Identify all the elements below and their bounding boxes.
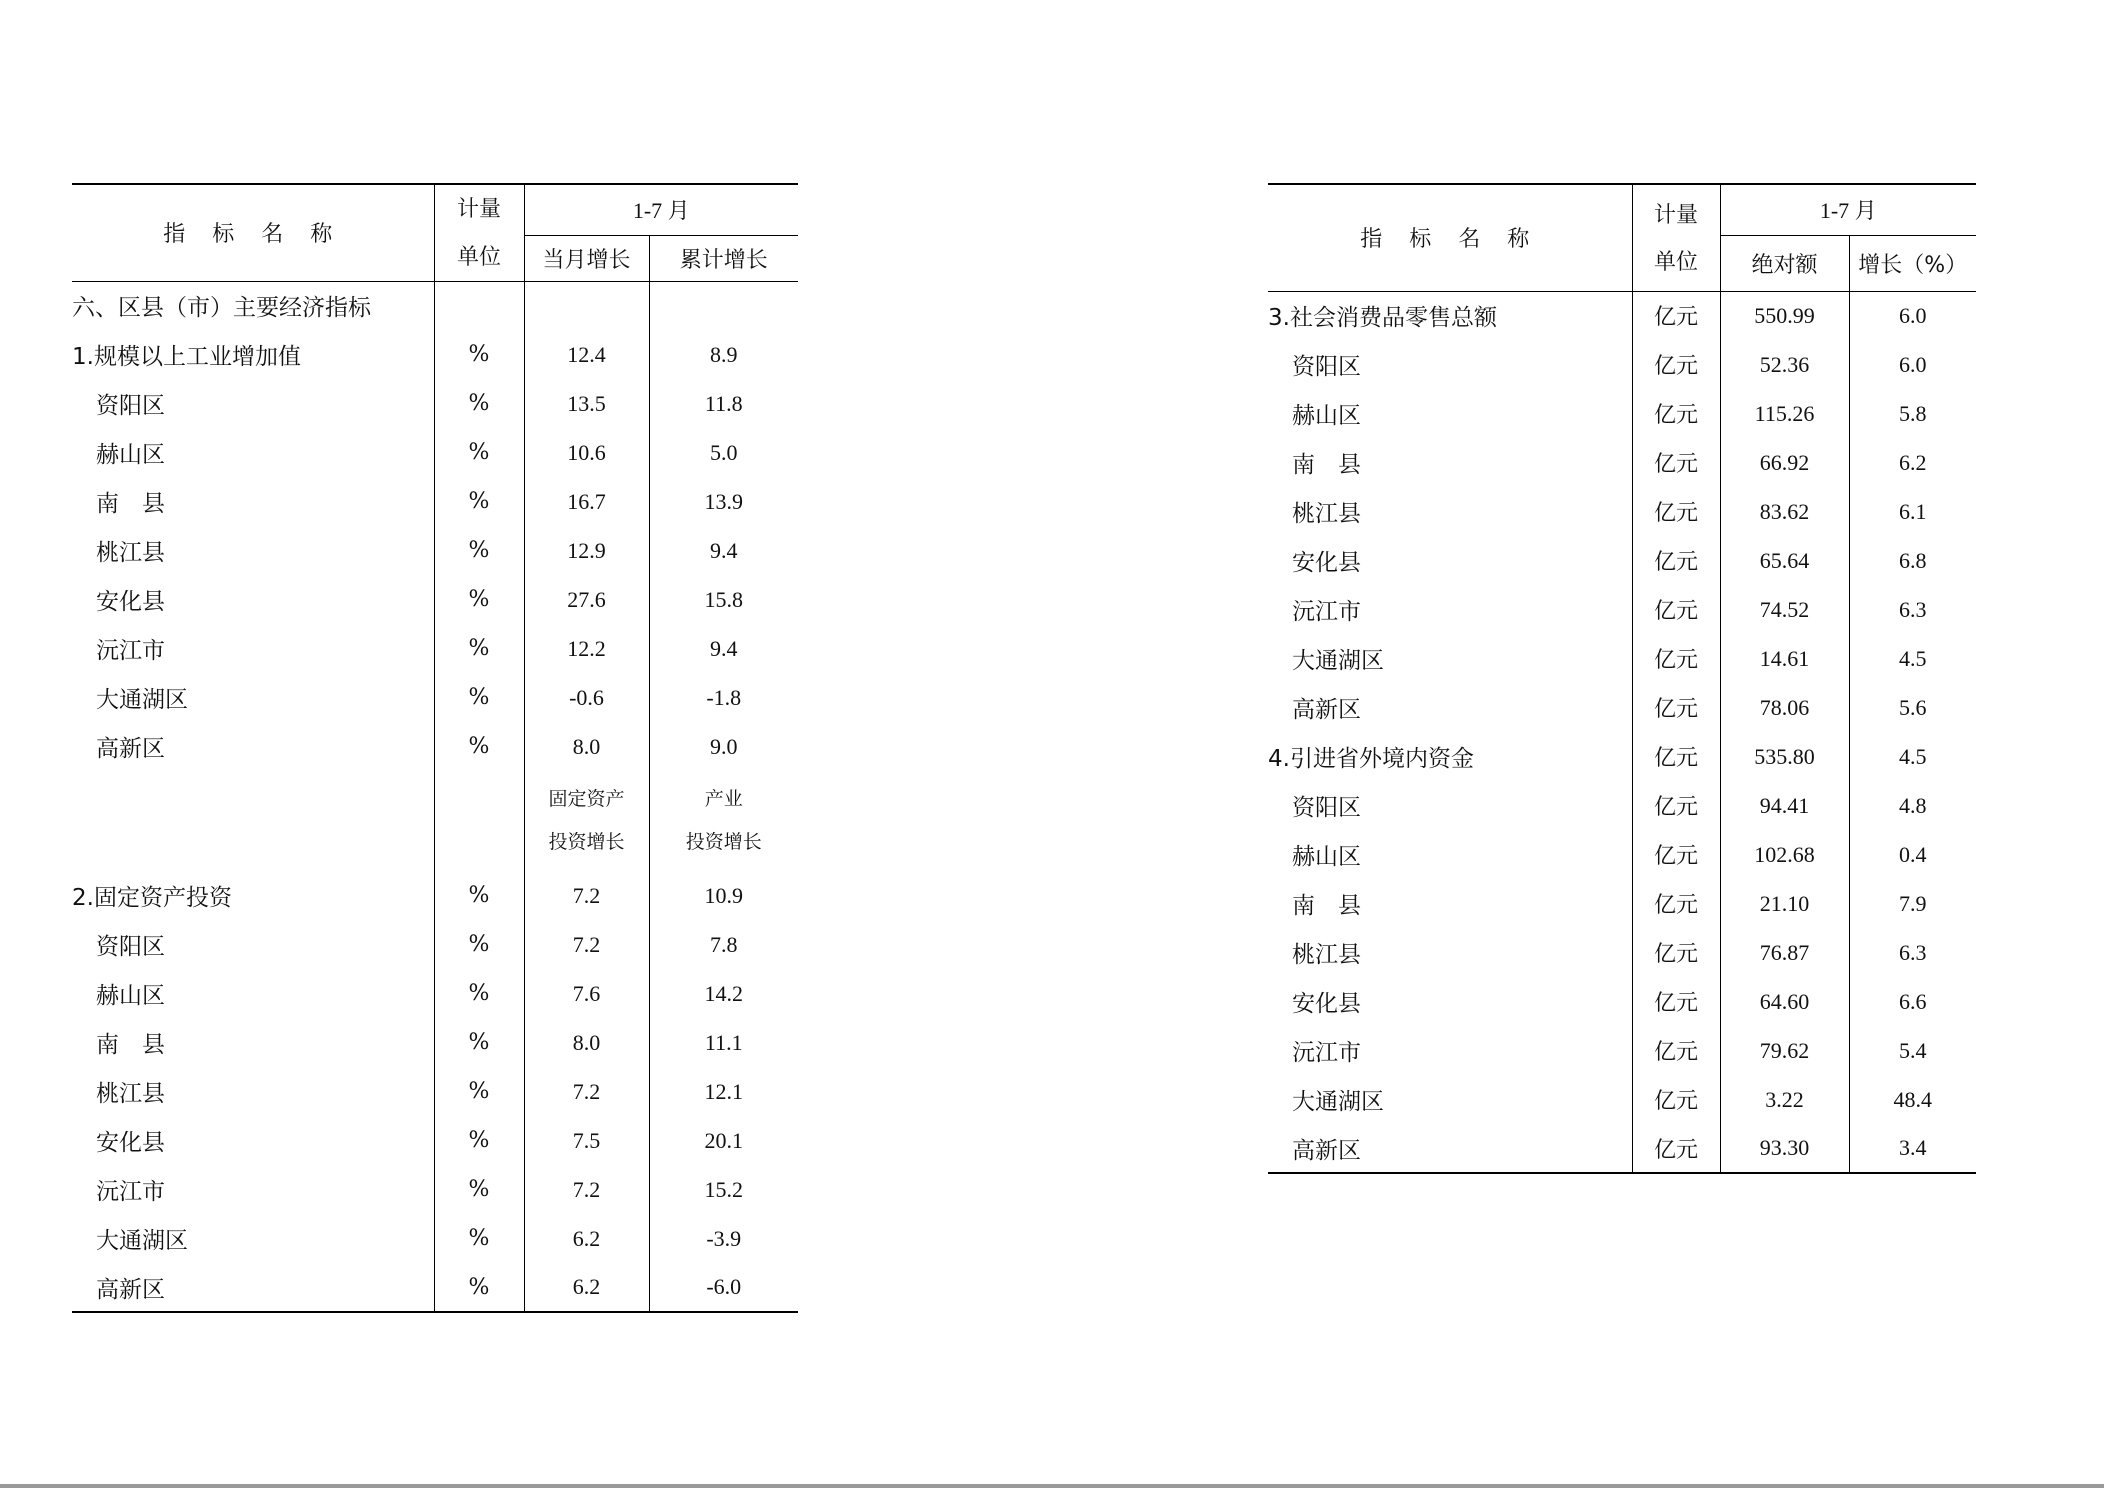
mid-header-line: 投资增长 <box>685 831 762 853</box>
mid-header-row <box>72 771 798 871</box>
unit-cell: 亿元 <box>1632 977 1720 1026</box>
value-cell: 7.9 <box>1849 879 1976 928</box>
unit-cell: 亿元 <box>1632 536 1720 585</box>
table-row <box>1268 634 1976 683</box>
table-row <box>1268 1124 1976 1173</box>
unit-cell: % <box>434 575 524 624</box>
district-name: 南 县 <box>96 1032 165 1058</box>
value-cell: 66.92 <box>1720 438 1849 487</box>
value-cell: 93.30 <box>1720 1124 1849 1173</box>
table-row <box>72 575 798 624</box>
value-cell: 7.8 <box>649 920 798 969</box>
unit-cell: 亿元 <box>1632 928 1720 977</box>
mid-header-fixed-asset-growth <box>524 771 649 871</box>
district-name: 高新区 <box>96 736 165 762</box>
value-cell: 14.2 <box>649 969 798 1018</box>
value-cell: 5.0 <box>649 428 798 477</box>
value-cell: 13.5 <box>524 379 649 428</box>
group-total-row <box>1268 732 1976 781</box>
unit-cell: % <box>434 428 524 477</box>
district-name: 南 县 <box>96 491 165 517</box>
table-row <box>72 1067 798 1116</box>
group-total-row <box>1268 291 1976 340</box>
page-bottom-edge <box>0 1484 2104 1488</box>
unit-cell: % <box>434 1263 524 1312</box>
district-name: 安化县 <box>1292 550 1361 576</box>
header-monthly-growth: 当月增长 <box>524 235 649 281</box>
table-row <box>72 1018 798 1067</box>
unit-cell: 亿元 <box>1632 340 1720 389</box>
value-cell: 5.8 <box>1849 389 1976 438</box>
group-total-row <box>72 330 798 379</box>
district-name: 资阳区 <box>1292 795 1361 821</box>
header-indicator-name: 指 标 名 称 <box>72 184 434 281</box>
mid-header-line: 固定资产 <box>548 788 625 810</box>
unit-cell: % <box>434 722 524 771</box>
value-cell: 9.4 <box>649 526 798 575</box>
value-cell: 7.2 <box>524 1067 649 1116</box>
value-cell: 52.36 <box>1720 340 1849 389</box>
value-cell: 12.9 <box>524 526 649 575</box>
district-name: 赫山区 <box>1292 403 1361 429</box>
value-cell: 6.8 <box>1849 536 1976 585</box>
value-cell: 9.0 <box>649 722 798 771</box>
value-cell: 12.4 <box>524 330 649 379</box>
unit-cell: % <box>434 673 524 722</box>
value-cell: 115.26 <box>1720 389 1849 438</box>
table-row <box>1268 683 1976 732</box>
table-row <box>72 1263 798 1312</box>
value-cell: 4.5 <box>1849 732 1976 781</box>
district-name: 大通湖区 <box>96 1228 188 1254</box>
value-cell: 3.22 <box>1720 1075 1849 1124</box>
unit-cell: % <box>434 969 524 1018</box>
unit-cell: % <box>434 330 524 379</box>
unit-cell: 亿元 <box>1632 1026 1720 1075</box>
header-unit-line1: 计量 <box>1632 184 1720 235</box>
value-cell: 7.2 <box>524 871 649 920</box>
district-name: 大通湖区 <box>1292 648 1384 674</box>
header-unit-line2: 单位 <box>1632 235 1720 291</box>
table-row <box>72 379 798 428</box>
district-name: 安化县 <box>96 589 165 615</box>
value-cell: 65.64 <box>1720 536 1849 585</box>
value-cell: 4.8 <box>1849 781 1976 830</box>
value-cell: 6.0 <box>1849 291 1976 340</box>
value-cell: 15.8 <box>649 575 798 624</box>
header-cumulative-growth: 累计增长 <box>649 235 798 281</box>
value-cell: 11.8 <box>649 379 798 428</box>
value-cell: 5.4 <box>1849 1026 1976 1075</box>
table-row <box>72 1214 798 1263</box>
unit-cell: % <box>434 1214 524 1263</box>
value-cell: -0.6 <box>524 673 649 722</box>
value-cell: 76.87 <box>1720 928 1849 977</box>
table-row <box>72 969 798 1018</box>
unit-cell: % <box>434 624 524 673</box>
value-cell: 6.2 <box>524 1263 649 1312</box>
district-name: 赫山区 <box>96 983 165 1009</box>
district-name: 桃江县 <box>96 1081 165 1107</box>
table-row <box>72 526 798 575</box>
district-name: 南 县 <box>1292 893 1361 919</box>
value-cell: 7.6 <box>524 969 649 1018</box>
mid-header-industry-growth <box>649 771 798 871</box>
unit-cell: 亿元 <box>1632 879 1720 928</box>
header-period: 1-7 月 <box>524 184 798 235</box>
group-title: 3.社会消费品零售总额 <box>1268 305 1497 332</box>
value-cell: 48.4 <box>1849 1075 1976 1124</box>
header-absolute-amount: 绝对额 <box>1720 235 1849 291</box>
unit-cell: 亿元 <box>1632 683 1720 732</box>
value-cell: 535.80 <box>1720 732 1849 781</box>
value-cell: 8.0 <box>524 722 649 771</box>
value-cell: 16.7 <box>524 477 649 526</box>
value-cell: 3.4 <box>1849 1124 1976 1173</box>
district-name: 赫山区 <box>1292 844 1361 870</box>
district-name: 沅江市 <box>96 1179 165 1205</box>
value-cell: 6.6 <box>1849 977 1976 1026</box>
value-cell: 8.9 <box>649 330 798 379</box>
district-name: 桃江县 <box>1292 942 1361 968</box>
district-name: 资阳区 <box>1292 354 1361 380</box>
district-name: 赫山区 <box>96 442 165 468</box>
value-cell: 11.1 <box>649 1018 798 1067</box>
group-title: 1.规模以上工业增加值 <box>72 344 301 370</box>
table-row <box>72 722 798 771</box>
value-cell: 7.2 <box>524 1165 649 1214</box>
group-title: 2.固定资产投资 <box>72 885 232 911</box>
value-cell: 12.2 <box>524 624 649 673</box>
table-row <box>1268 389 1976 438</box>
district-name: 大通湖区 <box>96 687 188 713</box>
value-cell: 27.6 <box>524 575 649 624</box>
value-cell: -1.8 <box>649 673 798 722</box>
right-indicator-table <box>1268 183 1976 1174</box>
value-cell: 550.99 <box>1720 291 1849 340</box>
unit-cell: 亿元 <box>1632 1124 1720 1173</box>
header-period: 1-7 月 <box>1720 184 1976 235</box>
value-cell: 6.3 <box>1849 585 1976 634</box>
district-name: 安化县 <box>1292 991 1361 1017</box>
value-cell: 10.9 <box>649 871 798 920</box>
value-cell: 9.4 <box>649 624 798 673</box>
district-name: 沅江市 <box>96 638 165 664</box>
value-cell: 7.2 <box>524 920 649 969</box>
value-cell: 6.1 <box>1849 487 1976 536</box>
value-cell: 4.5 <box>1849 634 1976 683</box>
table-row <box>1268 536 1976 585</box>
group-title: 4.引进省外境内资金 <box>1268 746 1474 772</box>
table-row <box>1268 1026 1976 1075</box>
value-cell: 0.4 <box>1849 830 1976 879</box>
district-name: 高新区 <box>96 1276 165 1303</box>
value-cell: 74.52 <box>1720 585 1849 634</box>
table-row <box>1268 781 1976 830</box>
unit-cell: % <box>434 920 524 969</box>
value-cell: -6.0 <box>649 1263 798 1312</box>
value-cell: 10.6 <box>524 428 649 477</box>
value-cell: 5.6 <box>1849 683 1976 732</box>
header-unit-line1: 计量 <box>434 184 524 235</box>
unit-cell: 亿元 <box>1632 438 1720 487</box>
value-cell: 8.0 <box>524 1018 649 1067</box>
value-cell: 7.5 <box>524 1116 649 1165</box>
unit-cell: % <box>434 1116 524 1165</box>
table-row <box>72 1116 798 1165</box>
unit-cell: 亿元 <box>1632 389 1720 438</box>
table-row <box>72 477 798 526</box>
table-row <box>1268 487 1976 536</box>
table-row <box>72 624 798 673</box>
unit-cell: % <box>434 526 524 575</box>
value-cell: 78.06 <box>1720 683 1849 732</box>
header-indicator-name: 指 标 名 称 <box>1268 184 1632 291</box>
unit-cell: % <box>434 1018 524 1067</box>
header-unit-line2: 单位 <box>434 235 524 281</box>
value-cell: 6.2 <box>1849 438 1976 487</box>
unit-cell: 亿元 <box>1632 487 1720 536</box>
table-row <box>72 1165 798 1214</box>
district-name: 沅江市 <box>1292 599 1361 625</box>
unit-cell: 亿元 <box>1632 732 1720 781</box>
value-cell: 20.1 <box>649 1116 798 1165</box>
mid-header-line: 投资增长 <box>548 831 625 853</box>
district-name: 资阳区 <box>96 393 165 419</box>
value-cell: 79.62 <box>1720 1026 1849 1075</box>
district-name: 桃江县 <box>96 540 165 566</box>
section-title-row <box>72 281 798 330</box>
value-cell: 6.0 <box>1849 340 1976 389</box>
value-cell: 94.41 <box>1720 781 1849 830</box>
table-row <box>72 673 798 722</box>
value-cell: 13.9 <box>649 477 798 526</box>
mid-header-line: 产业 <box>704 788 743 810</box>
value-cell: 14.61 <box>1720 634 1849 683</box>
section-title: 六、区县（市）主要经济指标 <box>72 295 371 322</box>
district-name: 大通湖区 <box>1292 1089 1384 1115</box>
left-indicator-table <box>72 183 798 1313</box>
value-cell: 21.10 <box>1720 879 1849 928</box>
table-row <box>1268 879 1976 928</box>
unit-cell: % <box>434 1067 524 1116</box>
value-cell: 64.60 <box>1720 977 1849 1026</box>
unit-cell: 亿元 <box>1632 634 1720 683</box>
value-cell: 15.2 <box>649 1165 798 1214</box>
value-cell: 6.3 <box>1849 928 1976 977</box>
value-cell: 6.2 <box>524 1214 649 1263</box>
district-name: 高新区 <box>1292 1137 1361 1164</box>
district-name: 高新区 <box>1292 697 1361 723</box>
district-name: 南 县 <box>1292 452 1361 478</box>
value-cell: 12.1 <box>649 1067 798 1116</box>
unit-cell: 亿元 <box>1632 830 1720 879</box>
district-name: 资阳区 <box>96 934 165 960</box>
table-row <box>1268 585 1976 634</box>
unit-cell: 亿元 <box>1632 1075 1720 1124</box>
value-cell: -3.9 <box>649 1214 798 1263</box>
table-row <box>1268 1075 1976 1124</box>
header-growth-percent: 增长（%） <box>1849 235 1976 291</box>
table-row <box>1268 928 1976 977</box>
unit-cell: 亿元 <box>1632 291 1720 340</box>
table-row <box>1268 977 1976 1026</box>
table-row <box>1268 340 1976 389</box>
table-row <box>1268 830 1976 879</box>
district-name: 安化县 <box>96 1130 165 1156</box>
unit-cell: % <box>434 871 524 920</box>
value-cell: 83.62 <box>1720 487 1849 536</box>
table-row <box>1268 438 1976 487</box>
district-name: 桃江县 <box>1292 501 1361 527</box>
unit-cell: 亿元 <box>1632 585 1720 634</box>
value-cell: 102.68 <box>1720 830 1849 879</box>
unit-cell: 亿元 <box>1632 781 1720 830</box>
group-total-row <box>72 871 798 920</box>
unit-cell: % <box>434 379 524 428</box>
table-row <box>72 920 798 969</box>
district-name: 沅江市 <box>1292 1040 1361 1066</box>
unit-cell: % <box>434 477 524 526</box>
unit-cell: % <box>434 1165 524 1214</box>
table-row <box>72 428 798 477</box>
